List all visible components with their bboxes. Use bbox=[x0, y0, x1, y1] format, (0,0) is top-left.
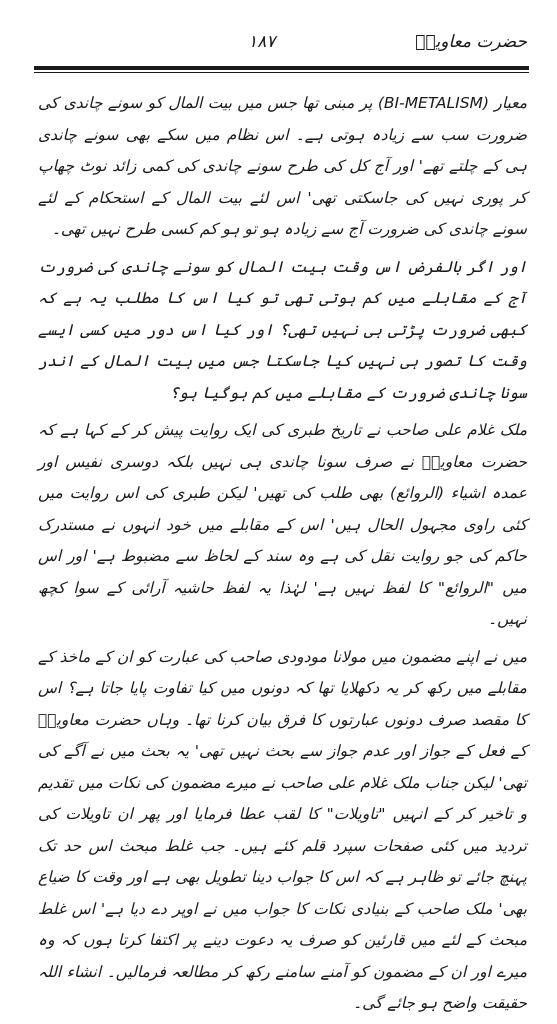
paragraph: میں نے اپنے مضمون میں مولانا مودودی صاحب کی عبارت کو ان کے ماخذ کے مقابلے میں رکھ کر یہ دکھلایا تھا کہ دونوں میں کیا تفاوت پایا جاتا ہے؟ اس کا مقصد صرف دونوں عبارتوں کا فرق بیان کرنا تھا۔ وہاں حضرت معاویہؓ کے فعل کے جواز اور عدم جواز سے بحث نہیں تھی' یہ بحث میں نے آگے کی تھی' لیکن جناب ملک غلام علی صاحب نے میرے مضمون کی نکات میں تقدیم و تاخیر کر کے انہیں "تاویلات" کا لقب عطا فرمایا اور پھر ان تاویلات کی تردید میں کئی صفحات سپرد قلم کئے ہیں۔ جب غلط مبحث اس حد تک پہنچ جائے تو ظاہر ہے کہ اس کا جواب دینا تطویل بھی ہے اور وقت کا ضیاع بھی' ملک صاحب کے بنیادی نکات کا جواب میں نے اوپر دے دیا ہے' اس غلط مبحث کے لئے میں قارئین کو صرف یہ دعوت دینے پر اکتفا کرتا ہوں کہ وہ میرے اور ان کے مضمون کو آمنے سامنے رکھ کر مطالعہ فرمالیں۔ انشاء اللہ حقیقت واضح ہو جائے گی۔ bbox=[38, 647, 527, 1012]
paragraph: معیار (BI-METALISM) پر مبنی تھا جس میں بیت المال کو سونے چاندی کی ضرورت سب سے زیادہ ہوتی ہے۔ اس نظام میں سکے بھی سونے چاندی ہی کے چلتے تھے' اور آج کل کی طرح سونے چاندی کی کمی زائد نوٹ چھاپ کر پوری نہیں کی جاسکتی تھی' اس لئے بیت المال کے استحکام کے لئے سونے چاندی کی ضرورت آج سے زیادہ ہو تو ہو کم کسی طرح نہیں تھی۔ bbox=[38, 94, 528, 238]
body-text bbox=[38, 88, 528, 1012]
header-rule-thin bbox=[34, 72, 529, 73]
paragraph: ملک غلام علی صاحب نے تاریخ طبری کی ایک روایت پیش کر کے کہا ہے کہ حضرت معاویہؓ نے صرف سونا چاندی ہی نہیں بلکہ دوسری نفیس اور عمدہ اشیاء (الروائع) بھی طلب کی تھیں' لیکن طبری کی اس روایت میں کئی راوی مجہول الحال ہیں' اس کے مقابلے میں خود انہوں نے مستدرک حاکم کی جو روایت نقل کی ہے وہ سند کے لحاظ سے مضبوط ہے' اور اس میں "الروائع" کا لفظ نہیں ہے' لہٰذا یہ لفظ حاشیہ آرائی کے سوا کچھ نہیں۔ bbox=[38, 421, 527, 628]
running-title: حضرت معاویہؓ bbox=[415, 32, 527, 52]
header-rule-thick bbox=[34, 66, 529, 70]
paragraph: اور اگر بالفرض اس وقت بیت المال کو سونے چاندی کی ضرورت آج کے مقابلے میں کم ہوتی تھی تو کیا اس کا مطلب یہ ہے کہ کبھی ضرورت پڑتی ہی نہیں تھی؟ اور کیا اس دور میں کسی ایسے وقت کا تصور ہی نہیں کیا جاسکتا جس میں بیت المال کے اندر سونا چاندی ضرورت کے مقابلے میں کم ہوگیا ہو؟ bbox=[38, 257, 527, 402]
page-number: ۱۸۷ bbox=[248, 32, 276, 52]
page-header bbox=[36, 28, 527, 68]
